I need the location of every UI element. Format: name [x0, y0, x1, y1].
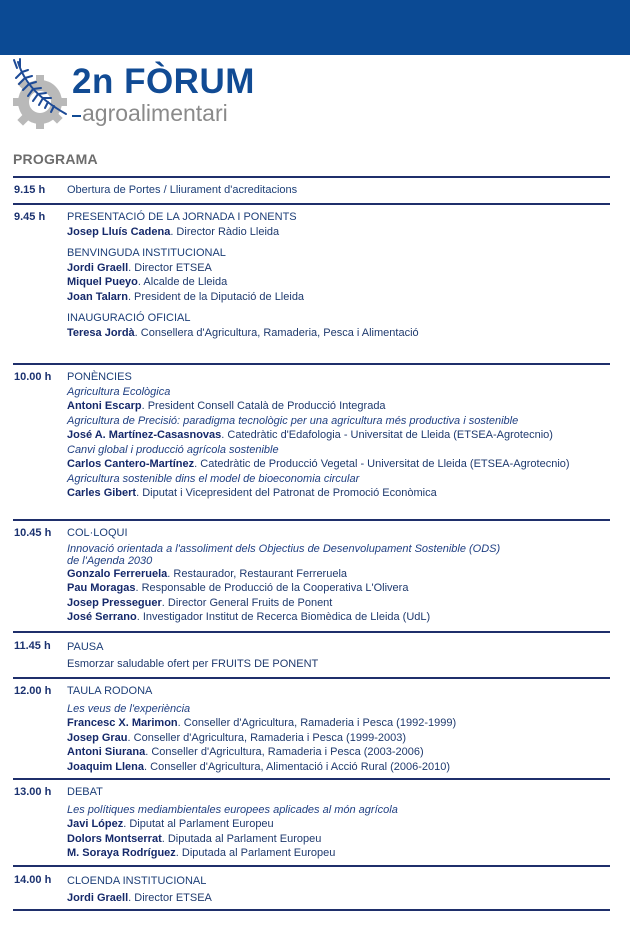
separator [13, 176, 610, 178]
slot-time: 10.45 h [14, 527, 52, 539]
slot-title: INAUGURACIÓ OFICIAL [67, 312, 191, 324]
separator [13, 203, 610, 205]
slot-content [67, 526, 500, 625]
slot-content [67, 785, 398, 861]
program-heading: PROGRAMA [13, 151, 98, 167]
slot-title: TAULA RODONA [67, 685, 153, 697]
slot-content [67, 183, 297, 198]
separator [13, 363, 610, 365]
wheat-gear-icon [10, 58, 70, 134]
speaker: Joan Talarn. President de la Diputació de Lleida [67, 290, 305, 303]
logo-subtitle: agroalimentari [82, 100, 228, 126]
slot-time: 13.00 h [14, 786, 52, 798]
slot-title: PAUSA [67, 641, 104, 653]
slot-time: 10.00 h [14, 371, 52, 383]
slot-title: CLOENDA INSTITUCIONAL [67, 875, 207, 887]
talk-topic: Agricultura sostenible dins el model de bioeconomia circular [67, 472, 360, 485]
slot-time: 9.45 h [14, 211, 46, 223]
speaker: Josep Presseguer. Director General Fruits de Ponent [67, 596, 333, 609]
slot-content [67, 873, 212, 907]
slot-title: PRESENTACIÓ DE LA JORNADA I PONENTS [67, 211, 297, 223]
talk-topic: Agricultura Ecològica [67, 385, 171, 398]
slot-content [67, 639, 318, 673]
talk-topic: Les polítiques mediambientales europees aplicades al món agrícola [67, 803, 398, 816]
speaker: Miquel Pueyo. Alcalde de Lleida [67, 276, 228, 288]
talk-topic: Canvi global i producció agrícola sostenible [67, 443, 279, 456]
speaker: M. Soraya Rodríguez. Diputada al Parlament Europeu [67, 847, 336, 859]
speaker: Dolors Montserrat. Diputada al Parlament Europeu [67, 832, 322, 845]
speaker: Jordi Graell. Director ETSEA [67, 261, 212, 274]
separator [13, 519, 610, 521]
talk-topic: Innovació orientada a l'assoliment dels Objectius de Desenvolupament Sostenible (ODS) [67, 542, 501, 555]
slot-content [67, 210, 419, 340]
logo-dash [72, 115, 81, 117]
slot-title: PONÈNCIES [67, 371, 132, 383]
slot-time: 12.00 h [14, 685, 52, 697]
speaker: Antoni Escarp. President Consell Català de Producció Integrada [67, 400, 386, 412]
talk-topic: Agricultura de Precisió: paradigma tecnològic per una agricultura més productiva i sostenible [67, 414, 519, 427]
speaker: José A. Martínez-Casasnovas. Catedràtic d'Edafologia - Universitat de Lleida (ETSEA-Agrotecnio) [67, 429, 553, 441]
slot-time: 11.45 h [14, 640, 51, 652]
speaker: Carlos Cantero-Martínez. Catedràtic de Producció Vegetal - Universitat de Lleida (ETSEA-Agrotecnio) [67, 458, 570, 470]
top-banner [0, 0, 630, 55]
separator [13, 909, 610, 911]
slot-detail: Esmorzar saludable ofert per FRUITS DE PONENT [67, 658, 319, 670]
speaker: Jordi Graell. Director ETSEA [67, 892, 212, 904]
speaker: Josep Lluís Cadena. Director Ràdio Lleida [67, 225, 280, 238]
slot-time: 14.00 h [14, 874, 52, 886]
speaker: Josep Grau. Conseller d'Agricultura, Ramaderia i Pesca (1999-2003) [67, 731, 406, 744]
slot-content [67, 684, 456, 774]
slot-time: 9.15 h [14, 184, 46, 196]
forum-logo [10, 58, 260, 138]
speaker: Javi López. Diputat al Parlament Europeu [67, 818, 274, 830]
speaker: Teresa Jordà. Consellera d'Agricultura, Ramaderia, Pesca i Alimentació [67, 326, 419, 339]
slot-title: COL·LOQUI [67, 527, 128, 539]
speaker: José Serrano. Investigador Institut de Recerca Biomèdica de Lleida (UdL) [67, 611, 431, 623]
speaker: Carles Gibert. Diputat i Vicepresident del Patronat de Promoció Econòmica [67, 487, 437, 499]
separator [13, 677, 610, 679]
separator [13, 631, 610, 633]
slot-title: Obertura de Portes / Lliurament d'acreditacions [67, 184, 298, 196]
separator [13, 865, 610, 867]
speaker: Francesc X. Marimon. Conseller d'Agricultura, Ramaderia i Pesca (1992-1999) [67, 717, 457, 729]
speaker: Antoni Siurana. Conseller d'Agricultura, Ramaderia i Pesca (2003-2006) [67, 746, 424, 758]
separator [13, 778, 610, 780]
speaker: Pau Moragas. Responsable de Producció de la Cooperativa L'Olivera [67, 582, 409, 594]
talk-topic: de l'Agenda 2030 [67, 554, 153, 567]
slot-content [67, 370, 570, 501]
slot-title: DEBAT [67, 786, 103, 798]
logo-title: 2n FÒRUM [72, 62, 255, 101]
speaker: Joaquim Llena. Conseller d'Agricultura, Alimentació i Acció Rural (2006-2010) [67, 760, 451, 773]
talk-topic: Les veus de l'experiència [67, 702, 191, 715]
slot-title: BENVINGUDA INSTITUCIONAL [67, 247, 226, 259]
speaker: Gonzalo Ferreruela. Restaurador, Restaurant Ferreruela [67, 567, 348, 580]
